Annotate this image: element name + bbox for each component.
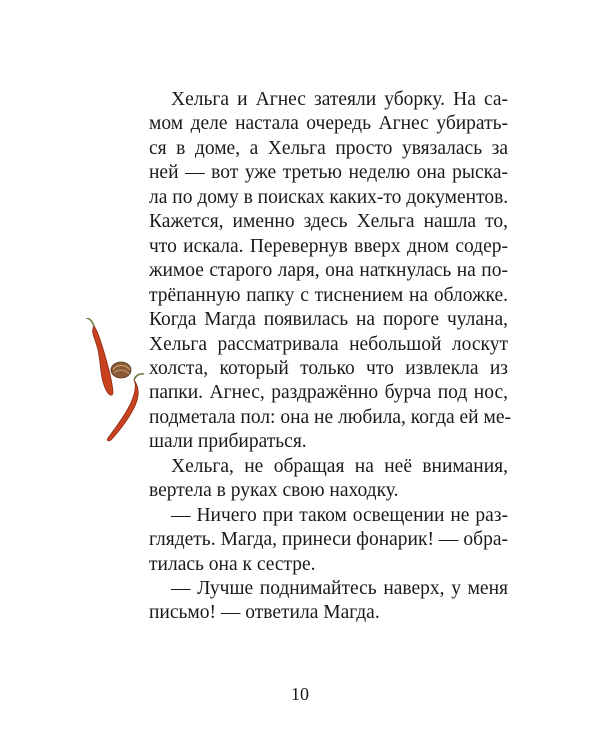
text-line: ся в доме, а Хельга просто увязалась за [149,137,508,159]
text-line: жимое старого ларя, она наткнулась на по- [149,260,508,282]
text-line: мом деле настала очередь Агнес убирать- [149,113,508,135]
text-line: вертела в руках свою находку. [149,480,399,502]
text-line: Хельга рассматривала небольшой лоскут [149,333,508,355]
text-line: Когда Магда появилась на пороге чулана, [149,309,508,331]
text-line: ла по дому в поисках каких-то документов. [149,186,509,208]
text-line: папки. Агнес, раздражённо бурча под нос, [149,382,508,404]
text-line: — Ничего при таком освещении не раз- [171,504,508,526]
text-line: шали прибираться. [149,431,307,453]
text-line: — Лучше поднимайтесь наверх, у меня [171,578,508,599]
text-line: Кажется, именно здесь Хельга нашла то, [149,211,508,233]
text-line: глядеть. Магда, принеси фонарик! — обра- [149,529,508,551]
text-line: Хельга и Агнес затеяли уборку. На са- [171,89,508,110]
text-line: подметала пол: она не любила, когда ей ме- [149,406,511,428]
text-line: трёпанную папку с тиснением на обложке. [149,284,508,306]
text-line: что искала. Перевернув вверх дном содер- [149,235,508,257]
upper-pepper [93,326,113,395]
text-line: тилась она к сестре. [149,553,316,575]
page-number: 10 [291,684,309,704]
text-line: ней — вот уже третью неделю она рыска- [149,162,508,184]
text-line: холста, который только что извлекла из [149,357,508,379]
text-line: Хельга, не обращая на неё внимания, [171,455,508,477]
chili-peppers-icon [82,318,152,448]
text-line: письмо! — ответила Магда. [149,602,380,624]
